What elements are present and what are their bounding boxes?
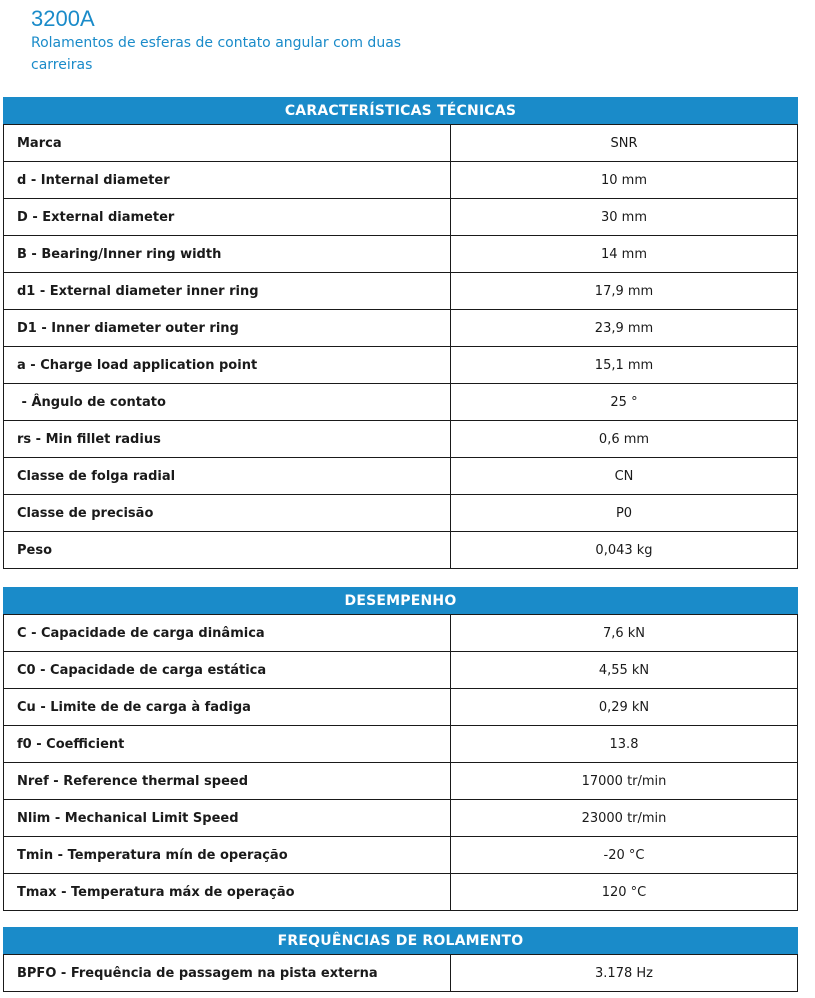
spec-value: 14 mm — [451, 236, 798, 273]
spec-label: D - External diameter — [4, 199, 451, 236]
table-row — [4, 615, 798, 652]
table-row — [4, 236, 798, 273]
spec-label: - Ângulo de contato — [4, 384, 451, 421]
product-description — [31, 32, 451, 76]
spec-value: 17000 tr/min — [451, 763, 798, 800]
table-row — [4, 726, 798, 763]
table-row — [4, 199, 798, 236]
spec-value: P0 — [451, 495, 798, 532]
product-code: 3200A — [31, 6, 95, 31]
product-description-line: Rolamentos de esferas de contato angular com duas — [31, 35, 402, 51]
table-row — [4, 458, 798, 495]
spec-label: Tmax - Temperatura máx de operação — [4, 874, 451, 911]
bearing-frequencies-section — [3, 927, 798, 992]
table-row — [4, 955, 798, 992]
spec-value: SNR — [451, 125, 798, 162]
spec-label: Classe de folga radial — [4, 458, 451, 495]
section-title: CARACTERÍSTICAS TÉCNICAS — [3, 97, 798, 124]
spec-label: BPFO - Frequência de passagem na pista externa — [4, 955, 451, 992]
table-row — [4, 495, 798, 532]
table-row — [4, 273, 798, 310]
spec-value: 23000 tr/min — [451, 800, 798, 837]
table-row — [4, 800, 798, 837]
spec-label: Peso — [4, 532, 451, 569]
spec-value: 0,29 kN — [451, 689, 798, 726]
spec-label: Classe de precisão — [4, 495, 451, 532]
product-header — [31, 6, 451, 76]
table-row — [4, 763, 798, 800]
spec-value: 4,55 kN — [451, 652, 798, 689]
spec-table — [3, 124, 798, 569]
spec-value: 17,9 mm — [451, 273, 798, 310]
spec-label: Marca — [4, 125, 451, 162]
spec-label: C - Capacidade de carga dinâmica — [4, 615, 451, 652]
technical-characteristics-section — [3, 97, 798, 569]
table-row — [4, 874, 798, 911]
spec-table — [3, 614, 798, 911]
spec-label: Cu - Limite de de carga à fadiga — [4, 689, 451, 726]
table-row — [4, 532, 798, 569]
spec-value: 30 mm — [451, 199, 798, 236]
spec-label: Nref - Reference thermal speed — [4, 763, 451, 800]
spec-value: 120 °C — [451, 874, 798, 911]
table-row — [4, 384, 798, 421]
spec-label: Tmin - Temperatura mín de operação — [4, 837, 451, 874]
table-row — [4, 310, 798, 347]
spec-value: 7,6 kN — [451, 615, 798, 652]
table-row — [4, 421, 798, 458]
spec-table — [3, 954, 798, 992]
spec-value: 10 mm — [451, 162, 798, 199]
spec-label: a - Charge load application point — [4, 347, 451, 384]
spec-label: B - Bearing/Inner ring width — [4, 236, 451, 273]
spec-value: -20 °C — [451, 837, 798, 874]
spec-value: 0,043 kg — [451, 532, 798, 569]
spec-label: Nlim - Mechanical Limit Speed — [4, 800, 451, 837]
section-title: DESEMPENHO — [3, 587, 798, 614]
table-row — [4, 652, 798, 689]
table-row — [4, 162, 798, 199]
spec-label: d1 - External diameter inner ring — [4, 273, 451, 310]
table-row — [4, 125, 798, 162]
table-row — [4, 689, 798, 726]
product-description-line: carreiras — [31, 57, 93, 73]
spec-value: 3.178 Hz — [451, 955, 798, 992]
table-row — [4, 837, 798, 874]
spec-label: f0 - Coefficient — [4, 726, 451, 763]
spec-label: rs - Min fillet radius — [4, 421, 451, 458]
spec-value: CN — [451, 458, 798, 495]
performance-section — [3, 587, 798, 911]
spec-value: 15,1 mm — [451, 347, 798, 384]
table-row — [4, 347, 798, 384]
spec-label: D1 - Inner diameter outer ring — [4, 310, 451, 347]
spec-value: 0,6 mm — [451, 421, 798, 458]
section-title: FREQUÊNCIAS DE ROLAMENTO — [3, 927, 798, 954]
spec-value: 13.8 — [451, 726, 798, 763]
spec-label: d - Internal diameter — [4, 162, 451, 199]
spec-label: C0 - Capacidade de carga estática — [4, 652, 451, 689]
spec-value: 25 ° — [451, 384, 798, 421]
spec-value: 23,9 mm — [451, 310, 798, 347]
